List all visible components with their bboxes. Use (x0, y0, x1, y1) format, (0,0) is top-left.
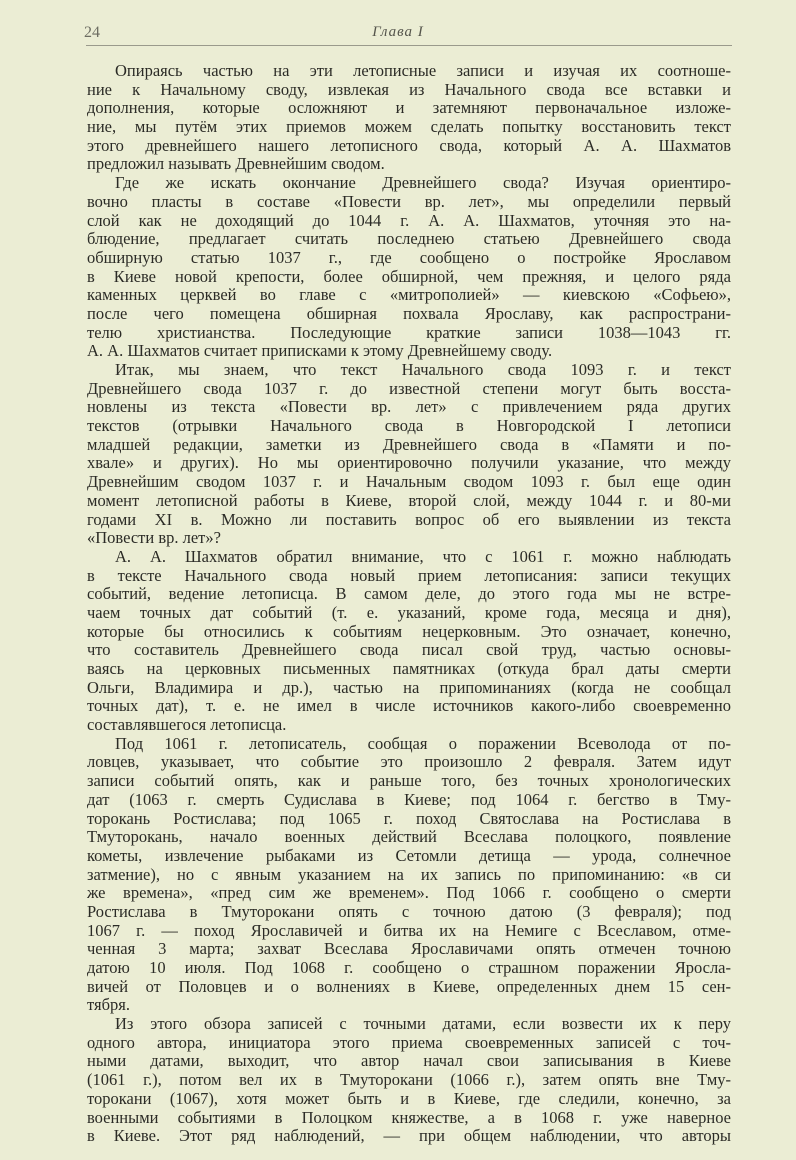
paragraph-3-line: Древнейшего свода 1037 г. до известной степени могут быть восста- (87, 378, 731, 398)
paragraph-2-line: вочно пласты в составе «Повести вр. лет», мы определили первый (87, 191, 731, 211)
paragraph-3-line: хвале» и других). Но мы ориентировочно получили указание, что между (87, 453, 731, 473)
paragraph-5-line: же времена», «пред сим же временем». Под 1066 г. сообщено о смерти (87, 883, 731, 903)
paragraph-3-line: момент летописной работы в Киеве, второй слой, между 1044 г. и 80-ми (87, 490, 731, 510)
paragraph-4-line: которые бы относились к событиям нецерковным. Это означает, конечно, (87, 621, 731, 641)
paragraph-5-line: затмение), но с явным указанием на их запись по припоминанию: «в си (87, 864, 731, 884)
paragraph-2-line: после чего помещена обширная похвала Ярославу, как распространи- (87, 303, 731, 323)
paragraph-5-line: ченная 3 марта; захват Всеслава Ярославичами опять отмечен точною (87, 939, 731, 959)
body-text (87, 62, 731, 1146)
paragraph-4-line: ваясь на церковных письменных памятниках (откуда брал даты смерти (87, 659, 731, 678)
paragraph-4-line: чаем точных дат событий (т. е. указаний, кроме года, месяца и дня), (87, 602, 731, 622)
page-number: 24 (84, 24, 100, 41)
paragraph-2-line: слой как не доходящий до 1044 г. А. А. Шахматов, уточняя это на- (87, 210, 731, 230)
paragraph-6-line: ными датами, выходит, что автор начал свои записывания в Киеве (87, 1051, 731, 1071)
paragraph-5-line: кометы, извлечение рыбаками из Сетомли детища — урода, солнечное (87, 845, 731, 865)
paragraph-3-line: «Повести вр. лет»? (87, 528, 221, 548)
paragraph-3-line: новлены из текста «Повести вр. лет» с привлечением ряда других (87, 397, 731, 417)
paragraph-4-line: событий, ведение летописца. В самом деле, до этого года мы не встре- (87, 584, 731, 604)
paragraph-5-line: тября. (87, 995, 130, 1015)
paragraph-1-line: этого древнейшего нашего летописного свода, который А. А. Шахматов (87, 135, 731, 155)
paragraph-6-line: Из этого обзора записей с точными датами, если возвести их к перу (115, 1014, 731, 1034)
paragraph-5-line: 1067 г. — поход Ярославичей и битва их на Немиге с Всеславом, отме- (87, 920, 731, 940)
paragraph-4-line: А. А. Шахматов обратил внимание, что с 1061 г. можно наблюдать (115, 546, 731, 566)
paragraph-6-line: в Киеве. Этот ряд наблюдений, — при общем наблюдении, что авторы (87, 1126, 731, 1146)
paragraph-2-line: в Киеве новой крепости, более обширной, чем прежняя, и целого ряда (87, 266, 731, 286)
paragraph-3-line: текстов (отрывки Начального свода в Новгородской I летописи (87, 416, 731, 436)
paragraph-5-line: Ростислава в Тмуторокани опять с точною датою (3 февраля); под (87, 901, 731, 921)
paragraph-5-line: Тмуторокань, начало военных действий Всеслава полоцкого, появление (87, 827, 731, 847)
paragraph-4-line: что составитель Древнейшего свода писал свой труд, частью основы- (87, 640, 731, 660)
paragraph-4-line: составлявшегося летописца. (87, 715, 287, 735)
paragraph-4-line: Ольги, Владимира и др.), частью на припоминаниях (когда не сообщал (87, 677, 731, 697)
paragraph-4-line: точных дат), т. е. не имел в числе источников какого-либо своевременно (87, 696, 731, 716)
paragraph-1-line: ние, мы путём этих приемов можем сделать попытку восстановить текст (87, 117, 731, 137)
paragraph-6-line: торокани (1067), хотя может быть и в Киеве, где следили, конечно, за (87, 1088, 731, 1108)
paragraph-5-line: торокань Ростислава; под 1065 г. поход Святослава на Ростислава в (87, 808, 731, 828)
paragraph-5-line: ловцев, указывает, что событие это произошло 2 февраля. Затем идут (87, 752, 731, 772)
paragraph-5-line: Под 1061 г. летописатель, сообщая о поражении Всеволода от по- (115, 733, 731, 753)
paragraph-3-line: Древнейшим сводом 1037 г. и Начальным сводом 1093 г. был еще один (87, 472, 731, 492)
paragraph-5-line: дат (1063 г. смерть Судислава в Киеве; под 1064 г. бегство в Тму- (87, 789, 731, 809)
paragraph-2-line: телю христианства. Последующие краткие записи 1038—1043 гг. (87, 322, 731, 342)
paragraph-6-line: военными событиями в Полоцком княжестве, а в 1068 г. уже наверное (87, 1107, 731, 1127)
paragraph-5-line: датою 10 июля. Под 1068 г. сообщено о страшном поражении Яросла- (87, 958, 731, 977)
paragraph-1-line: дополнения, которые осложняют и затемняют первоначальное изложе- (87, 98, 731, 118)
paragraph-4-line: в тексте Начального свода новый прием летописания: записи текущих (87, 565, 731, 585)
paragraph-2-line: каменных церквей во главе с «митрополией» — киевскою «Софьею», (87, 285, 731, 305)
paragraph-6-line: одного автора, инициатора этого приема своевременных записей с точ- (87, 1032, 731, 1052)
paragraph-1-line: ние к Начальному своду, извлекая из Начального свода все вставки и (87, 79, 731, 99)
paragraph-3-line: годами XI в. Можно ли поставить вопрос об его выявлении из текста (87, 509, 731, 529)
header-rule (86, 45, 732, 46)
paragraph-5-line: записи событий опять, как и раньше того, без точных хронологических (87, 771, 731, 791)
paragraph-3-line: младшей редакции, заметки из Древнейшего свода в «Памяти и по- (87, 434, 731, 454)
paragraph-2-line: Где же искать окончание Древнейшего свода? Изучая ориентиро- (115, 173, 731, 193)
paragraph-2-line: обширную статью 1037 г., где сообщено о постройке Ярославом (87, 247, 731, 267)
running-head: Глава I (372, 24, 424, 40)
paragraph-3-line: Итак, мы знаем, что текст Начального свода 1093 г. и текст (115, 360, 731, 379)
paragraph-6-line: (1061 г.), потом вел их в Тмуторокани (1066 г.), затем опять вне Тму- (87, 1070, 731, 1090)
paragraph-1-line: предложил называть Древнейшим сводом. (87, 154, 385, 174)
paragraph-2-line: блюдение, предлагает считать последнею статьею Древнейшего свода (87, 229, 731, 249)
paragraph-5-line: вичей от Половцев и о волнениях в Киеве, определенных днем 15 сен- (87, 976, 731, 996)
paragraph-1-line: Опираясь частью на эти летописные записи и изучая их соотноше- (115, 61, 731, 80)
paragraph-2-line: А. А. Шахматов считает приписками к этому Древнейшему своду. (87, 341, 553, 361)
